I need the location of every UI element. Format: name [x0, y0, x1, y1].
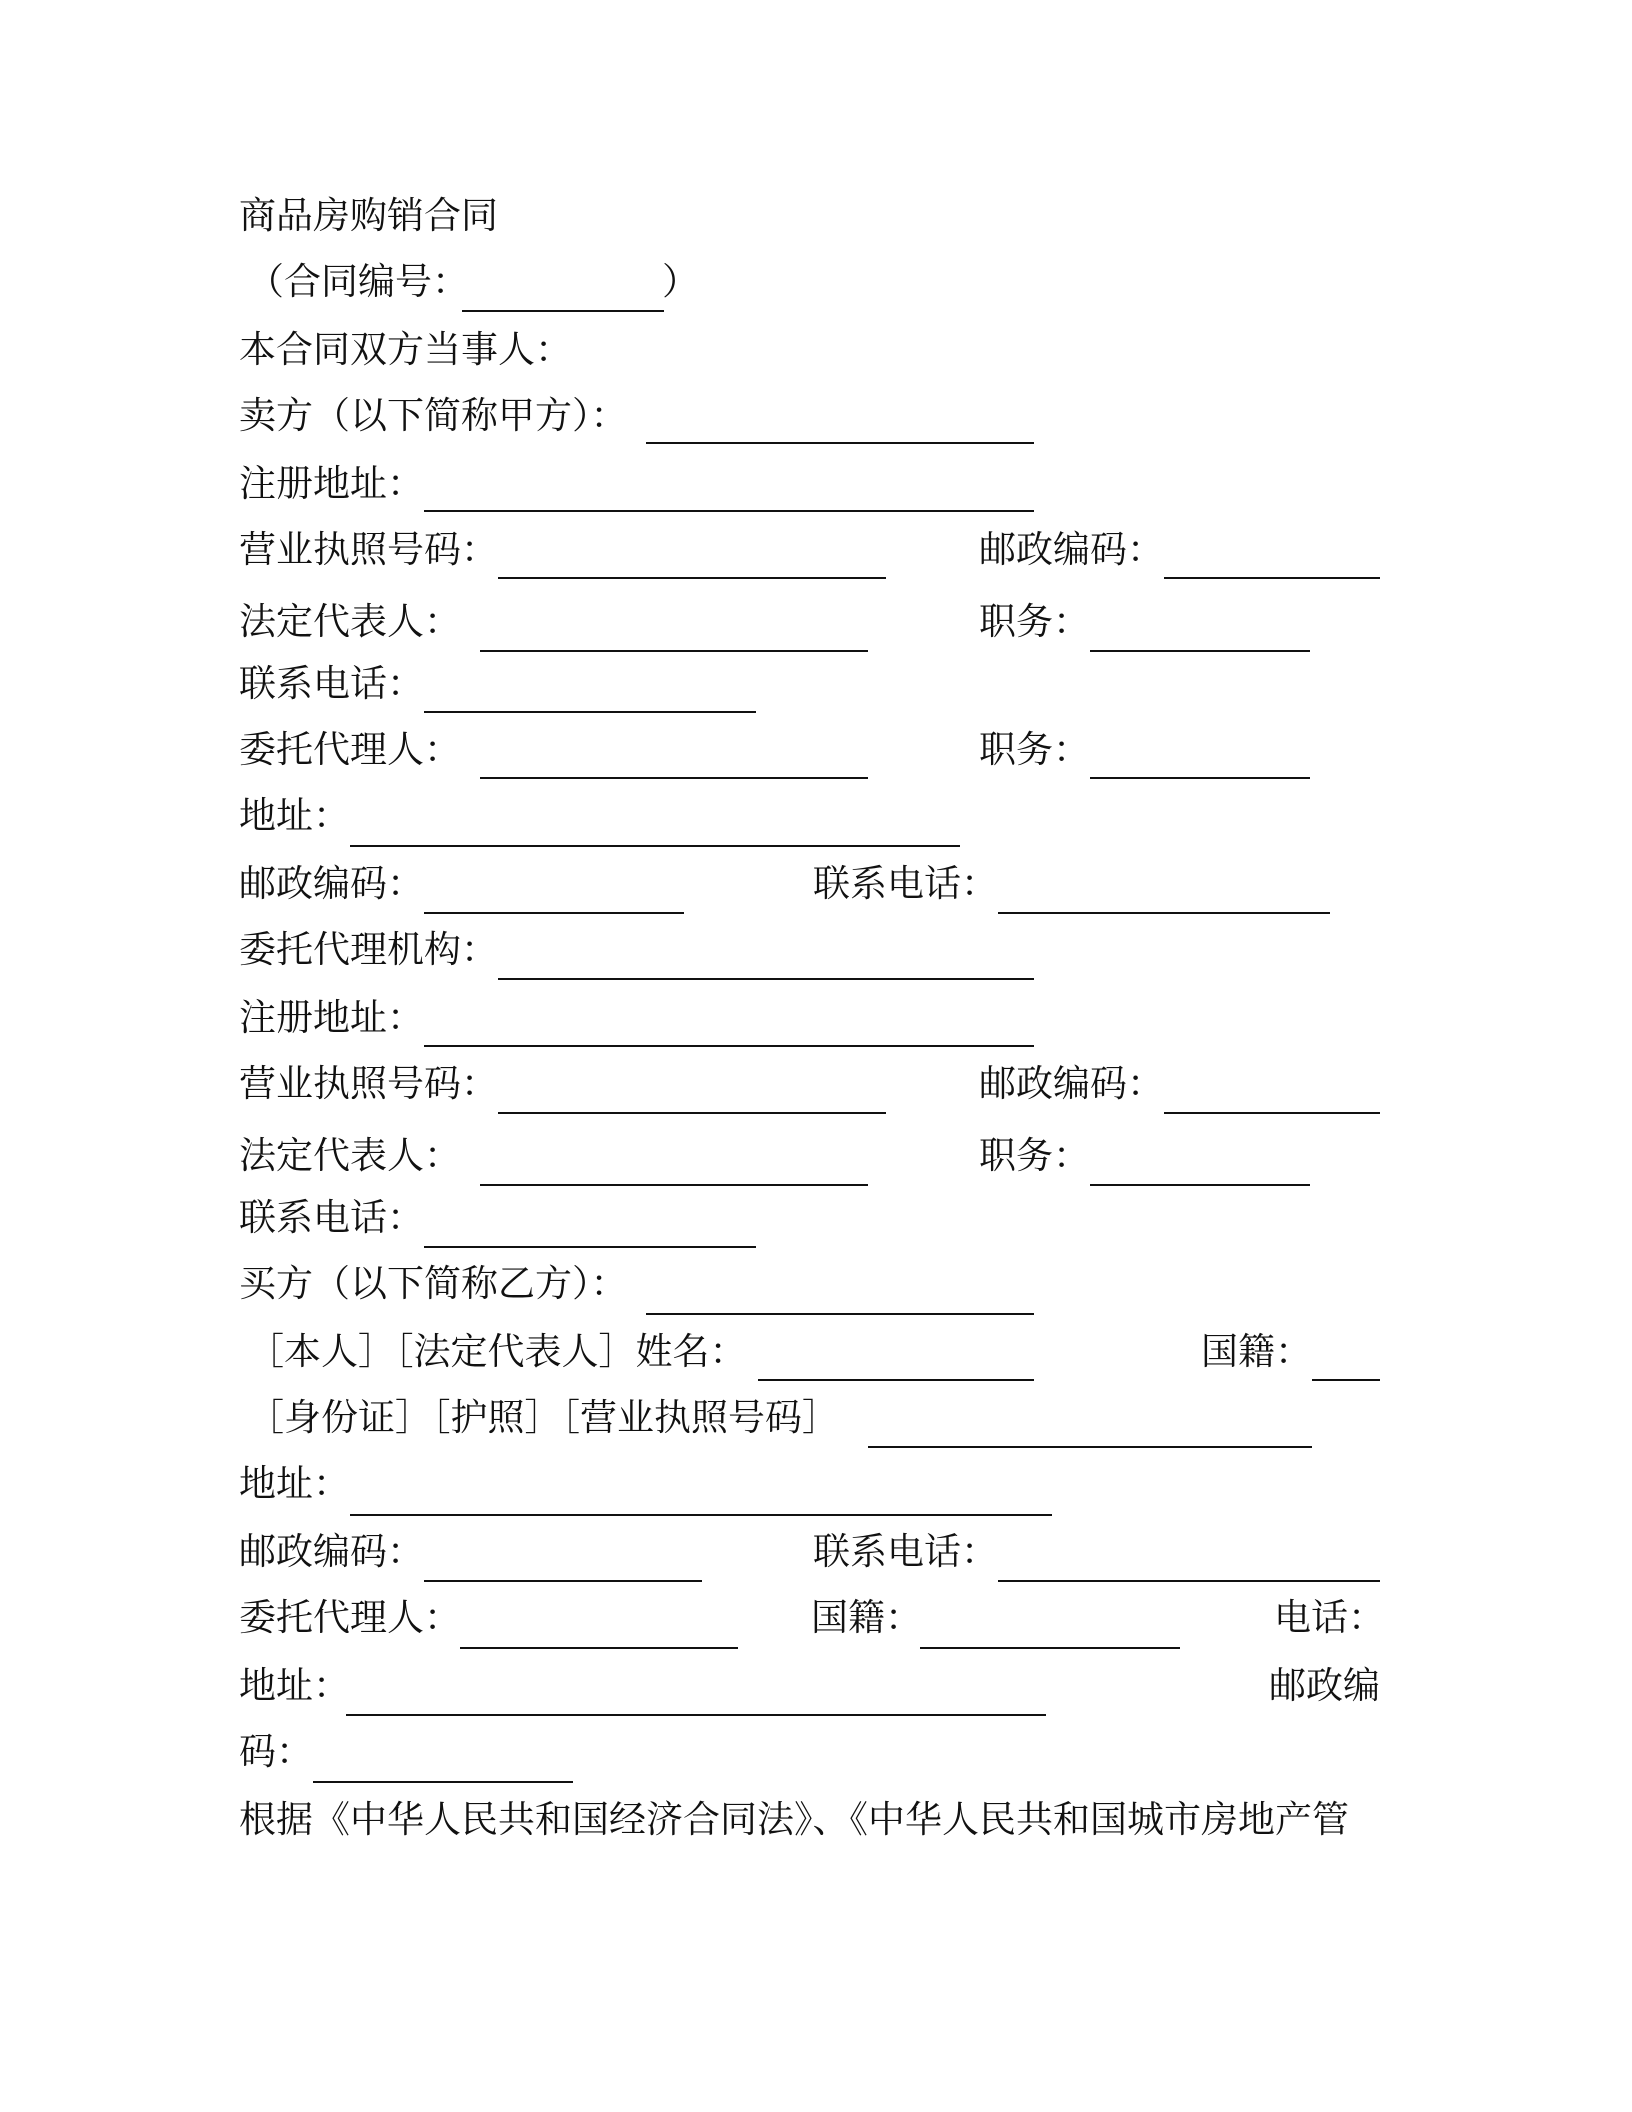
seller-address-label: 地址：: [239, 794, 350, 837]
buyer-self-legal-name-label: ［本人］［法定代表人］姓名：: [247, 1330, 747, 1373]
agency-position-field[interactable]: [1090, 1184, 1310, 1186]
seller-legal-rep-label: 法定代表人：: [239, 600, 461, 643]
agency-phone-label: 联系电话：: [239, 1196, 424, 1239]
seller-phone-label: 联系电话：: [239, 662, 424, 705]
agency-field[interactable]: [498, 978, 1034, 980]
seller-agent-phone-label: 联系电话：: [813, 862, 998, 905]
seller-reg-address-label: 注册地址：: [239, 462, 424, 505]
buyer-id-docs-label: ［身份证］［护照］［营业执照号码］: [247, 1396, 839, 1439]
seller-legal-rep-field[interactable]: [480, 650, 868, 652]
buyer-address-label: 地址：: [239, 1462, 350, 1505]
seller-name-field[interactable]: [646, 442, 1034, 444]
buyer-agent-postcode-label-part1: 邮政编: [1269, 1664, 1380, 1707]
seller-license-field[interactable]: [498, 577, 886, 579]
document-title: 商品房购销合同: [239, 194, 498, 237]
contract-number-close: ）: [662, 260, 699, 303]
agency-postcode-label: 邮政编码：: [979, 1062, 1164, 1105]
buyer-agent-postcode-label-part2: 码：: [239, 1730, 313, 1773]
seller-agent-postcode-field[interactable]: [424, 912, 684, 914]
agency-legal-rep-label: 法定代表人：: [239, 1134, 461, 1177]
seller-position-field[interactable]: [1090, 650, 1310, 652]
buyer-postcode-field[interactable]: [424, 1580, 702, 1582]
seller-agent-position-label: 职务：: [979, 728, 1090, 771]
buyer-nationality-field[interactable]: [1312, 1379, 1380, 1381]
agency-position-label: 职务：: [979, 1134, 1090, 1177]
seller-reg-address-field[interactable]: [424, 510, 1034, 512]
buyer-postcode-label: 邮政编码：: [239, 1530, 424, 1573]
buyer-phone-field[interactable]: [998, 1580, 1380, 1582]
contract-number-field[interactable]: [462, 310, 664, 312]
seller-agent-label: 委托代理人：: [239, 728, 461, 771]
seller-postcode-label: 邮政编码：: [979, 528, 1164, 571]
contract-number-label: （合同编号：: [247, 260, 469, 303]
agency-license-field[interactable]: [498, 1112, 886, 1114]
buyer-agent-tel-label: 电话：: [1274, 1596, 1385, 1639]
agency-license-label: 营业执照号码：: [239, 1062, 498, 1105]
buyer-nationality-label: 国籍：: [1201, 1330, 1312, 1373]
buyer-label: 买方（以下简称乙方）：: [239, 1262, 628, 1305]
buyer-agent-nationality-label: 国籍：: [811, 1596, 922, 1639]
seller-agent-position-field[interactable]: [1090, 777, 1310, 779]
buyer-id-number-field[interactable]: [868, 1446, 1312, 1448]
agency-label: 委托代理机构：: [239, 928, 498, 971]
seller-agent-phone-field[interactable]: [998, 912, 1330, 914]
seller-phone-field[interactable]: [424, 711, 756, 713]
seller-agent-postcode-label: 邮政编码：: [239, 862, 424, 905]
buyer-address-field[interactable]: [350, 1514, 1052, 1516]
buyer-agent-field[interactable]: [460, 1647, 738, 1649]
agency-phone-field[interactable]: [424, 1246, 756, 1248]
basis-paragraph: 根据《中华人民共和国经济合同法》、《中华人民共和国城市房地产管: [239, 1798, 1349, 1841]
buyer-phone-label: 联系电话：: [813, 1530, 998, 1573]
agency-reg-address-field[interactable]: [424, 1045, 1034, 1047]
seller-license-label: 营业执照号码：: [239, 528, 498, 571]
agency-legal-rep-field[interactable]: [480, 1184, 868, 1186]
seller-address-field[interactable]: [350, 845, 960, 847]
buyer-agent-postcode-field[interactable]: [313, 1781, 573, 1783]
buyer-agent-label: 委托代理人：: [239, 1596, 461, 1639]
buyer-agent-address-field[interactable]: [346, 1714, 1046, 1716]
parties-heading: 本合同双方当事人：: [239, 328, 572, 371]
buyer-name-field[interactable]: [646, 1313, 1034, 1315]
seller-label: 卖方（以下简称甲方）：: [239, 394, 628, 437]
seller-postcode-field[interactable]: [1164, 577, 1380, 579]
buyer-agent-address-label: 地址：: [239, 1664, 350, 1707]
seller-position-label: 职务：: [979, 600, 1090, 643]
buyer-agent-nationality-field[interactable]: [920, 1647, 1180, 1649]
buyer-self-name-field[interactable]: [758, 1379, 1034, 1381]
seller-agent-field[interactable]: [480, 777, 868, 779]
agency-reg-address-label: 注册地址：: [239, 996, 424, 1039]
agency-postcode-field[interactable]: [1164, 1112, 1380, 1114]
